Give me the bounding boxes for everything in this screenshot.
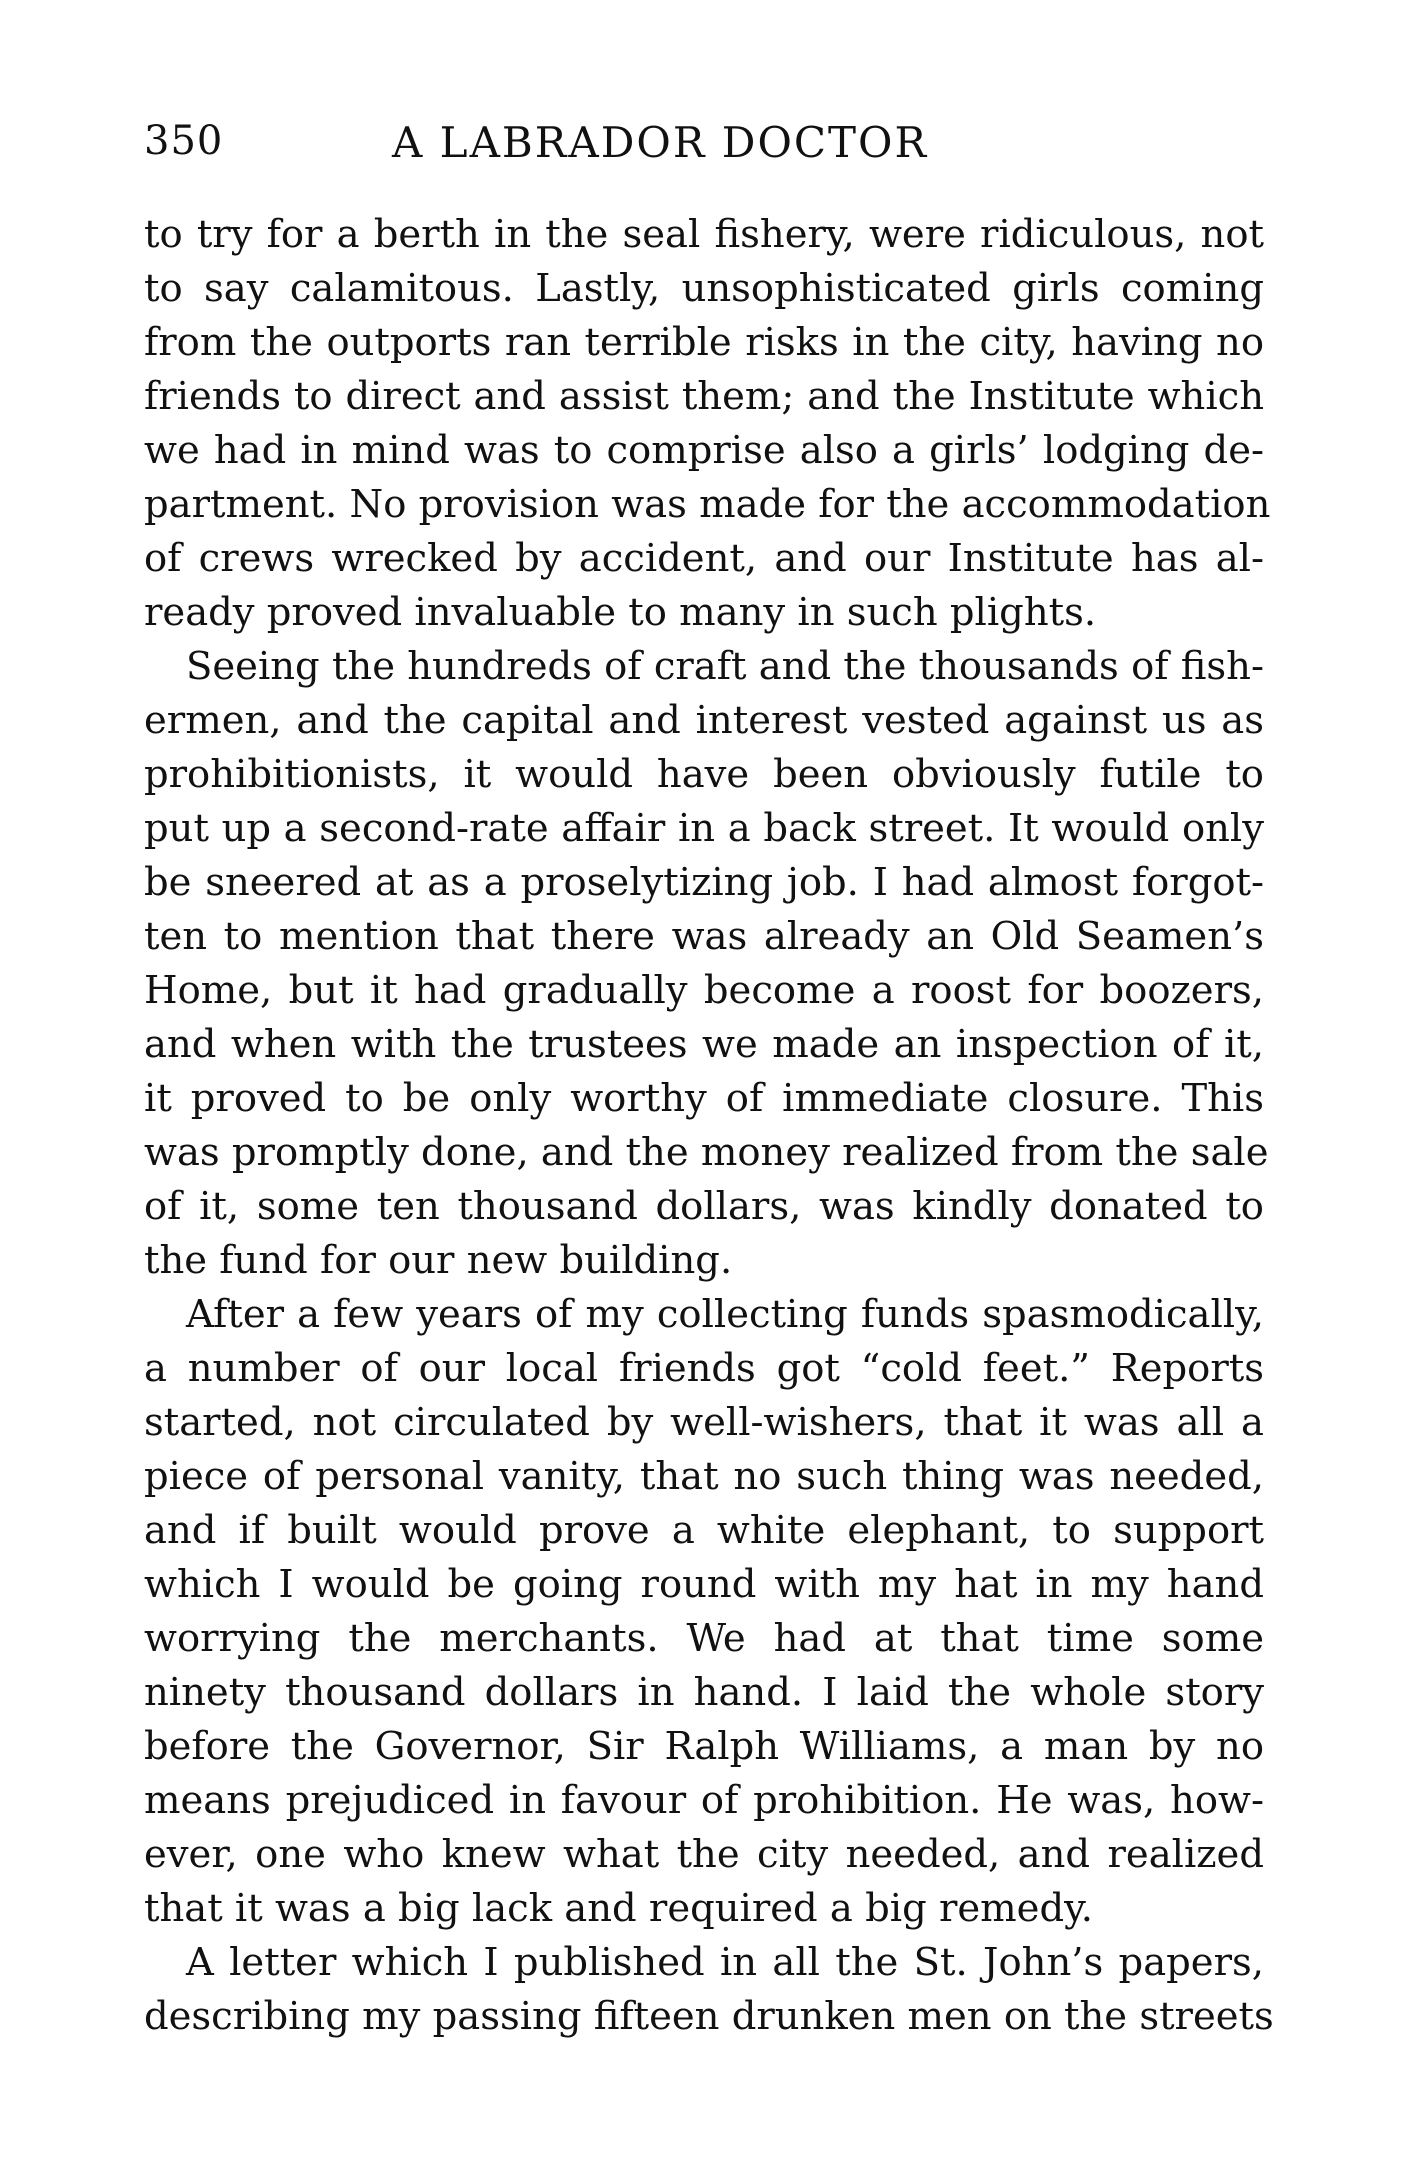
text-line: worrying the merchants. We had at that time some (144, 1616, 1264, 1661)
text-line: started, not circulated by well-wishers, that it was all a (144, 1400, 1264, 1445)
text-line: was promptly done, and the money realized from the sale (144, 1130, 1269, 1175)
page-header (144, 118, 1264, 188)
text-line: ten to mention that there was already an Old Seamen’s (144, 914, 1264, 959)
text-line: to try for a berth in the seal fishery, were ridiculous, not (144, 212, 1264, 257)
text-line: put up a second-rate affair in a back street. It would only (144, 806, 1264, 851)
paragraph-start-line: After a few years of my collecting funds spasmodically, (186, 1292, 1264, 1337)
text-line: ninety thousand dollars in hand. I laid the whole story (144, 1670, 1264, 1715)
text-line: it proved to be only worthy of immediate closure. This (144, 1076, 1264, 1121)
text-line: from the outports ran terrible risks in the city, having no (144, 320, 1264, 365)
page-number: 350 (144, 118, 224, 164)
text-line: we had in mind was to comprise also a girls’ lodging de- (144, 428, 1264, 473)
text-line: friends to direct and assist them; and the Institute which (144, 374, 1264, 419)
text-line: a number of our local friends got “cold feet.” Reports (144, 1346, 1264, 1391)
text-line: before the Governor, Sir Ralph Williams, a man by no (144, 1724, 1264, 1769)
paragraph-start-line: A letter which I published in all the St. John’s papers, (186, 1940, 1264, 1985)
text-line: prohibitionists, it would have been obviously futile to (144, 752, 1264, 797)
text-line: and when with the trustees we made an inspection of it, (144, 1022, 1264, 1067)
text-line: means prejudiced in favour of prohibition. He was, how- (144, 1778, 1264, 1823)
running-title: A LABRADOR DOCTOR (392, 118, 929, 167)
text-line: partment. No provision was made for the accommodation (144, 482, 1271, 527)
text-line: of crews wrecked by accident, and our Institute has al- (144, 536, 1264, 581)
text-line: describing my passing fifteen drunken men on the streets (144, 1994, 1274, 2039)
text-line: Home, but it had gradually become a roost for boozers, (144, 968, 1264, 1013)
text-line: ermen, and the capital and interest vested against us as (144, 698, 1264, 743)
text-line: ever, one who knew what the city needed, and realized (144, 1832, 1264, 1877)
text-line: ready proved invaluable to many in such plights. (144, 590, 1097, 635)
text-line: which I would be going round with my hat in my hand (144, 1562, 1264, 1607)
body-text (144, 208, 1274, 2044)
text-line: piece of personal vanity, that no such thing was needed, (144, 1454, 1264, 1499)
text-line: the fund for our new building. (144, 1238, 733, 1283)
text-line: that it was a big lack and required a big remedy. (144, 1886, 1093, 1931)
text-line: be sneered at as a proselytizing job. I had almost forgot- (144, 860, 1264, 905)
text-line: and if built would prove a white elephant, to support (144, 1508, 1264, 1553)
paragraph-start-line: Seeing the hundreds of craft and the thousands of fish- (186, 644, 1264, 689)
text-line: to say calamitous. Lastly, unsophisticated girls coming (144, 266, 1264, 311)
text-line: of it, some ten thousand dollars, was kindly donated to (144, 1184, 1264, 1229)
